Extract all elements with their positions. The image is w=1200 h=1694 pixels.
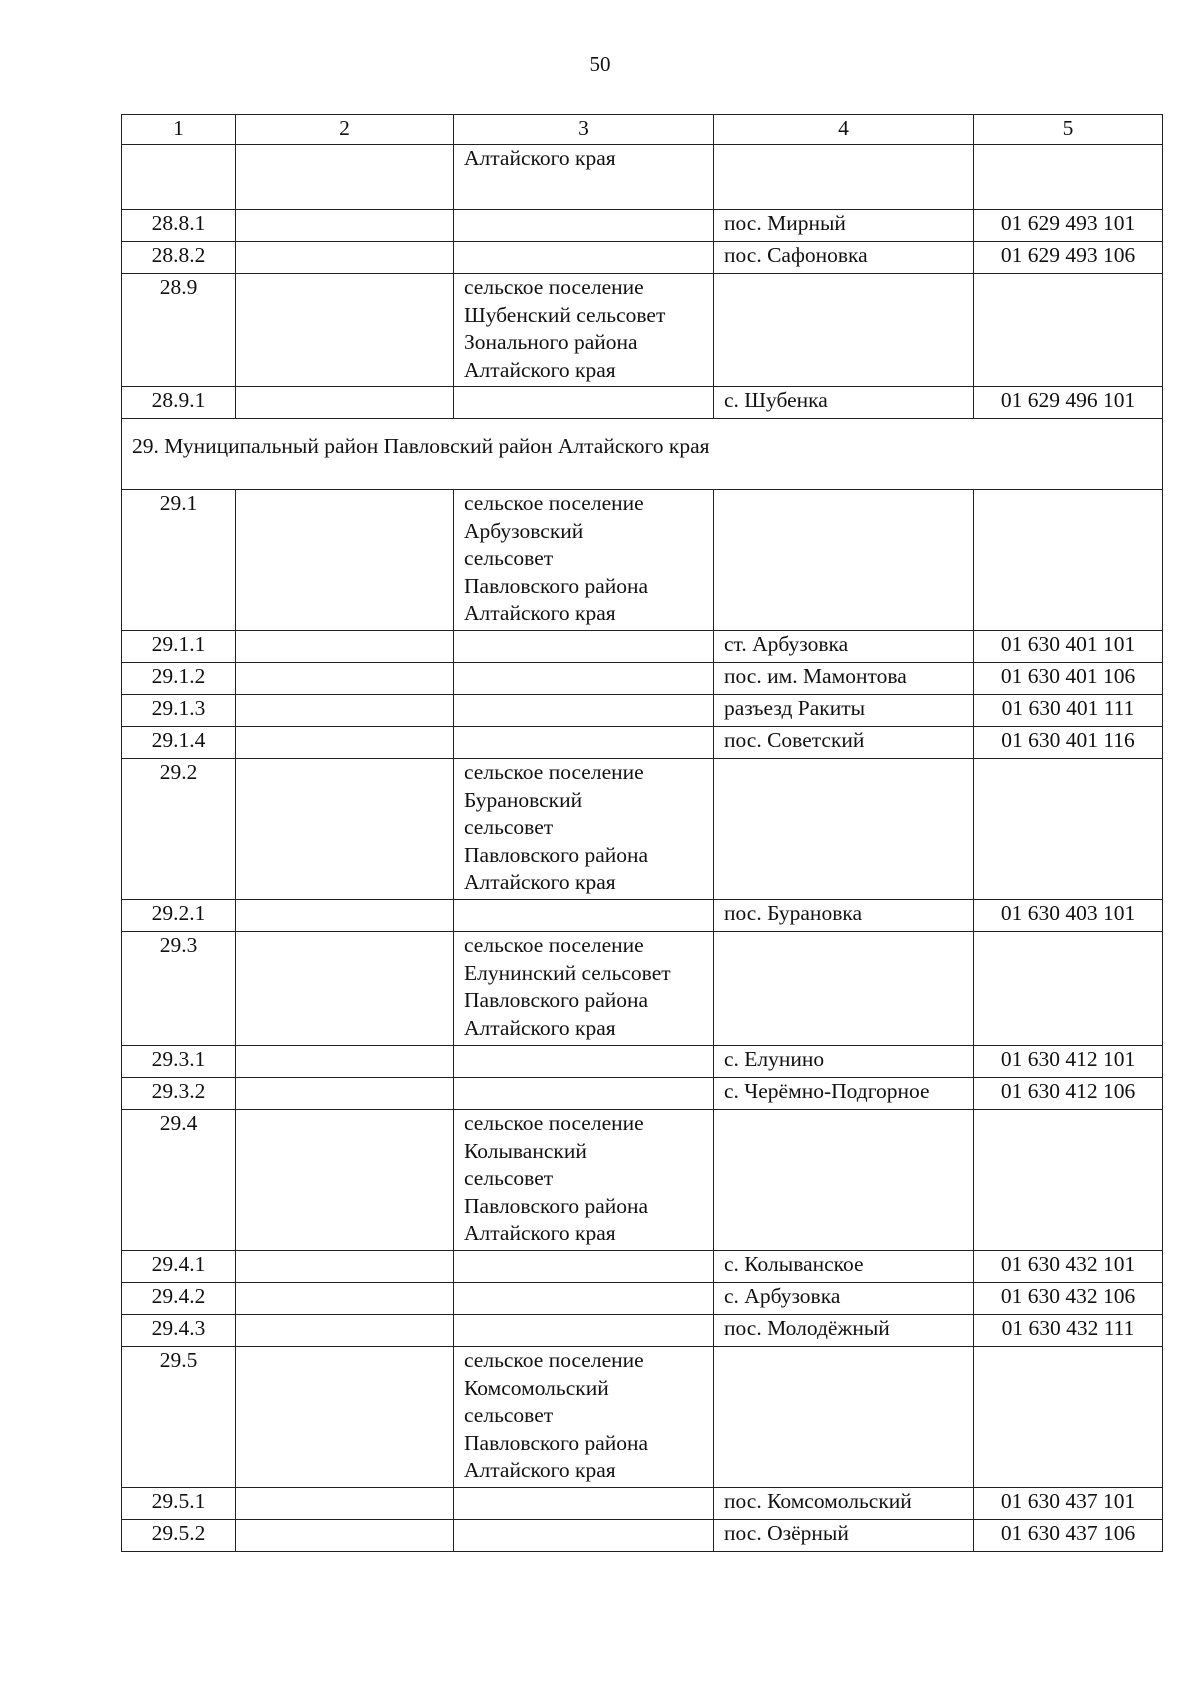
empty-cell	[236, 759, 454, 900]
oktmo-code: 01 629 496 101	[974, 387, 1163, 419]
municipality-line: Алтайского края	[464, 146, 616, 170]
municipality-line: Павловского района	[464, 1430, 649, 1455]
settlement-name: пос. Советский	[714, 727, 974, 759]
oktmo-code	[974, 759, 1163, 900]
settlement-name	[714, 145, 974, 210]
municipality-line: сельсовет	[464, 815, 554, 839]
row-number: 29.1	[122, 490, 236, 631]
row-number: 29.4.1	[122, 1251, 236, 1283]
column-header-2: 2	[236, 115, 454, 145]
municipality-line: Арбузовский	[464, 518, 584, 543]
section-heading-row	[122, 419, 1163, 490]
municipality-cell	[454, 1078, 714, 1110]
oktmo-code: 01 630 401 101	[974, 631, 1163, 663]
municipality-cell	[454, 695, 714, 727]
municipality-cell	[454, 1046, 714, 1078]
settlement-name: пос. им. Мамонтова	[714, 663, 974, 695]
municipality-cell	[454, 759, 714, 900]
table-row	[122, 1110, 1163, 1251]
row-number: 29.5.1	[122, 1488, 236, 1520]
municipality-line: сельское поселение	[464, 1111, 644, 1135]
row-number: 29.1.3	[122, 695, 236, 727]
table-row	[122, 631, 1163, 663]
table-row	[122, 695, 1163, 727]
row-number: 29.4	[122, 1110, 236, 1251]
empty-cell	[236, 1251, 454, 1283]
municipality-cell	[454, 490, 714, 631]
table-row	[122, 1347, 1163, 1488]
row-number: 29.2.1	[122, 900, 236, 932]
table-row	[122, 932, 1163, 1046]
empty-cell	[236, 932, 454, 1046]
row-number: 29.5.2	[122, 1520, 236, 1552]
table-row	[122, 1078, 1163, 1110]
table-row	[122, 727, 1163, 759]
header-row	[122, 115, 1163, 145]
municipality-line: сельское поселение	[464, 491, 644, 515]
municipality-cell	[454, 387, 714, 419]
oktmo-code: 01 630 412 106	[974, 1078, 1163, 1110]
settlement-name	[714, 490, 974, 631]
municipality-line: Алтайского края	[464, 601, 616, 625]
municipality-line: Павловского района	[464, 1193, 649, 1218]
municipality-line: Павловского района	[464, 988, 649, 1012]
empty-cell	[236, 145, 454, 210]
municipality-line: Алтайского края	[464, 870, 616, 894]
municipality-cell	[454, 1520, 714, 1552]
oktmo-code: 01 630 401 111	[974, 695, 1163, 727]
settlement-name: с. Шубенка	[714, 387, 974, 419]
row-number: 29.2	[122, 759, 236, 900]
oktmo-code: 01 629 493 106	[974, 242, 1163, 274]
oktmo-code	[974, 1110, 1163, 1251]
table-row	[122, 1520, 1163, 1552]
oktmo-code: 01 630 412 101	[974, 1046, 1163, 1078]
oktmo-code	[974, 1347, 1163, 1488]
settlement-name	[714, 759, 974, 900]
oktmo-code: 01 630 401 116	[974, 727, 1163, 759]
row-number: 29.1.1	[122, 631, 236, 663]
settlement-name: с. Колыванское	[714, 1251, 974, 1283]
municipality-line: Павловского района	[464, 573, 649, 598]
municipality-line: Комсомольский	[464, 1375, 609, 1400]
settlement-name: с. Арбузовка	[714, 1283, 974, 1315]
row-number: 29.4.3	[122, 1315, 236, 1347]
municipality-line: Алтайского края	[464, 357, 616, 382]
municipality-cell	[454, 274, 714, 387]
municipality-line: Алтайского края	[464, 1458, 616, 1482]
municipality-cell	[454, 663, 714, 695]
table-row	[122, 210, 1163, 242]
table-row	[122, 490, 1163, 631]
table-body	[122, 145, 1163, 1552]
empty-cell	[236, 1078, 454, 1110]
municipality-line: Зонального района	[464, 330, 638, 354]
oktmo-code: 01 630 432 101	[974, 1251, 1163, 1283]
settlement-name: пос. Мирный	[714, 210, 974, 242]
table-row	[122, 242, 1163, 274]
table-row	[122, 1046, 1163, 1078]
settlements-table	[121, 114, 1163, 1552]
settlement-name: разъезд Ракиты	[714, 695, 974, 727]
row-number: 28.9	[122, 274, 236, 387]
empty-cell	[236, 1283, 454, 1315]
empty-cell	[236, 242, 454, 274]
municipality-line: сельское поселение	[464, 1348, 644, 1372]
row-number: 29.5	[122, 1347, 236, 1488]
table-row	[122, 1488, 1163, 1520]
section-heading: 29. Муниципальный район Павловский район Алтайского края	[122, 419, 1163, 490]
settlement-name	[714, 1110, 974, 1251]
municipality-line: сельское поселение	[464, 760, 644, 784]
settlement-name: пос. Молодёжный	[714, 1315, 974, 1347]
empty-cell	[236, 1347, 454, 1488]
settlement-name: ст. Арбузовка	[714, 631, 974, 663]
settlement-name: пос. Комсомольский	[714, 1488, 974, 1520]
empty-cell	[236, 631, 454, 663]
empty-cell	[236, 490, 454, 631]
table-row	[122, 759, 1163, 900]
empty-cell	[236, 663, 454, 695]
table-row	[122, 145, 1163, 210]
oktmo-code: 01 630 437 101	[974, 1488, 1163, 1520]
municipality-cell	[454, 631, 714, 663]
municipality-cell	[454, 1110, 714, 1251]
oktmo-code	[974, 145, 1163, 210]
oktmo-code	[974, 932, 1163, 1046]
row-number: 29.1.4	[122, 727, 236, 759]
oktmo-code	[974, 274, 1163, 387]
municipality-line: Шубенский сельсовет	[464, 302, 666, 327]
oktmo-code: 01 630 403 101	[974, 900, 1163, 932]
row-number: 29.1.2	[122, 663, 236, 695]
row-number: 29.4.2	[122, 1283, 236, 1315]
municipality-line: сельсовет	[464, 1166, 554, 1190]
empty-cell	[236, 1488, 454, 1520]
settlement-name: пос. Озёрный	[714, 1520, 974, 1552]
municipality-line: сельсовет	[464, 546, 554, 570]
municipality-line: сельское поселение	[464, 933, 644, 957]
municipality-cell	[454, 932, 714, 1046]
settlement-name: пос. Сафоновка	[714, 242, 974, 274]
table-row	[122, 1251, 1163, 1283]
page-number: 50	[589, 52, 611, 76]
empty-cell	[236, 210, 454, 242]
municipality-line: сельсовет	[464, 1403, 554, 1427]
column-header-1: 1	[122, 115, 236, 145]
municipality-line: Алтайского края	[464, 1015, 616, 1040]
oktmo-code: 01 630 437 106	[974, 1520, 1163, 1552]
empty-cell	[236, 1046, 454, 1078]
empty-cell	[236, 1520, 454, 1552]
row-number	[122, 145, 236, 210]
municipality-cell	[454, 242, 714, 274]
empty-cell	[236, 900, 454, 932]
table-row	[122, 274, 1163, 387]
empty-cell	[236, 387, 454, 419]
municipality-cell	[454, 1347, 714, 1488]
settlement-name	[714, 932, 974, 1046]
column-header-4: 4	[714, 115, 974, 145]
settlement-name: с. Черёмно-Подгорное	[714, 1078, 974, 1110]
table-row	[122, 387, 1163, 419]
oktmo-code: 01 630 401 106	[974, 663, 1163, 695]
table-row	[122, 1283, 1163, 1315]
oktmo-code	[974, 490, 1163, 631]
empty-cell	[236, 274, 454, 387]
empty-cell	[236, 1110, 454, 1251]
empty-cell	[236, 727, 454, 759]
municipality-line: Колыванский	[464, 1138, 587, 1163]
row-number: 29.3.1	[122, 1046, 236, 1078]
row-number: 28.9.1	[122, 387, 236, 419]
municipality-cell	[454, 1315, 714, 1347]
table-row	[122, 1315, 1163, 1347]
oktmo-code: 01 629 493 101	[974, 210, 1163, 242]
oktmo-code: 01 630 432 111	[974, 1315, 1163, 1347]
settlement-name: пос. Бурановка	[714, 900, 974, 932]
municipality-line: Елунинский сельсовет	[464, 960, 671, 985]
empty-cell	[236, 1315, 454, 1347]
municipality-cell	[454, 727, 714, 759]
municipality-line: Бурановский	[464, 787, 583, 812]
row-number: 29.3.2	[122, 1078, 236, 1110]
municipality-cell	[454, 145, 714, 210]
settlement-name	[714, 1347, 974, 1488]
settlement-name	[714, 274, 974, 387]
municipality-cell	[454, 1283, 714, 1315]
row-number: 28.8.1	[122, 210, 236, 242]
municipality-cell	[454, 1251, 714, 1283]
municipality-line: Алтайского края	[464, 1221, 616, 1245]
column-header-5: 5	[974, 115, 1163, 145]
municipality-line: сельское поселение	[464, 275, 644, 299]
empty-cell	[236, 695, 454, 727]
table-row	[122, 900, 1163, 932]
row-number: 29.3	[122, 932, 236, 1046]
settlement-name: с. Елунино	[714, 1046, 974, 1078]
municipality-cell	[454, 1488, 714, 1520]
row-number: 28.8.2	[122, 242, 236, 274]
municipality-line: Павловского района	[464, 842, 649, 867]
municipality-cell	[454, 900, 714, 932]
column-header-3: 3	[454, 115, 714, 145]
table-row	[122, 663, 1163, 695]
municipality-cell	[454, 210, 714, 242]
oktmo-code: 01 630 432 106	[974, 1283, 1163, 1315]
